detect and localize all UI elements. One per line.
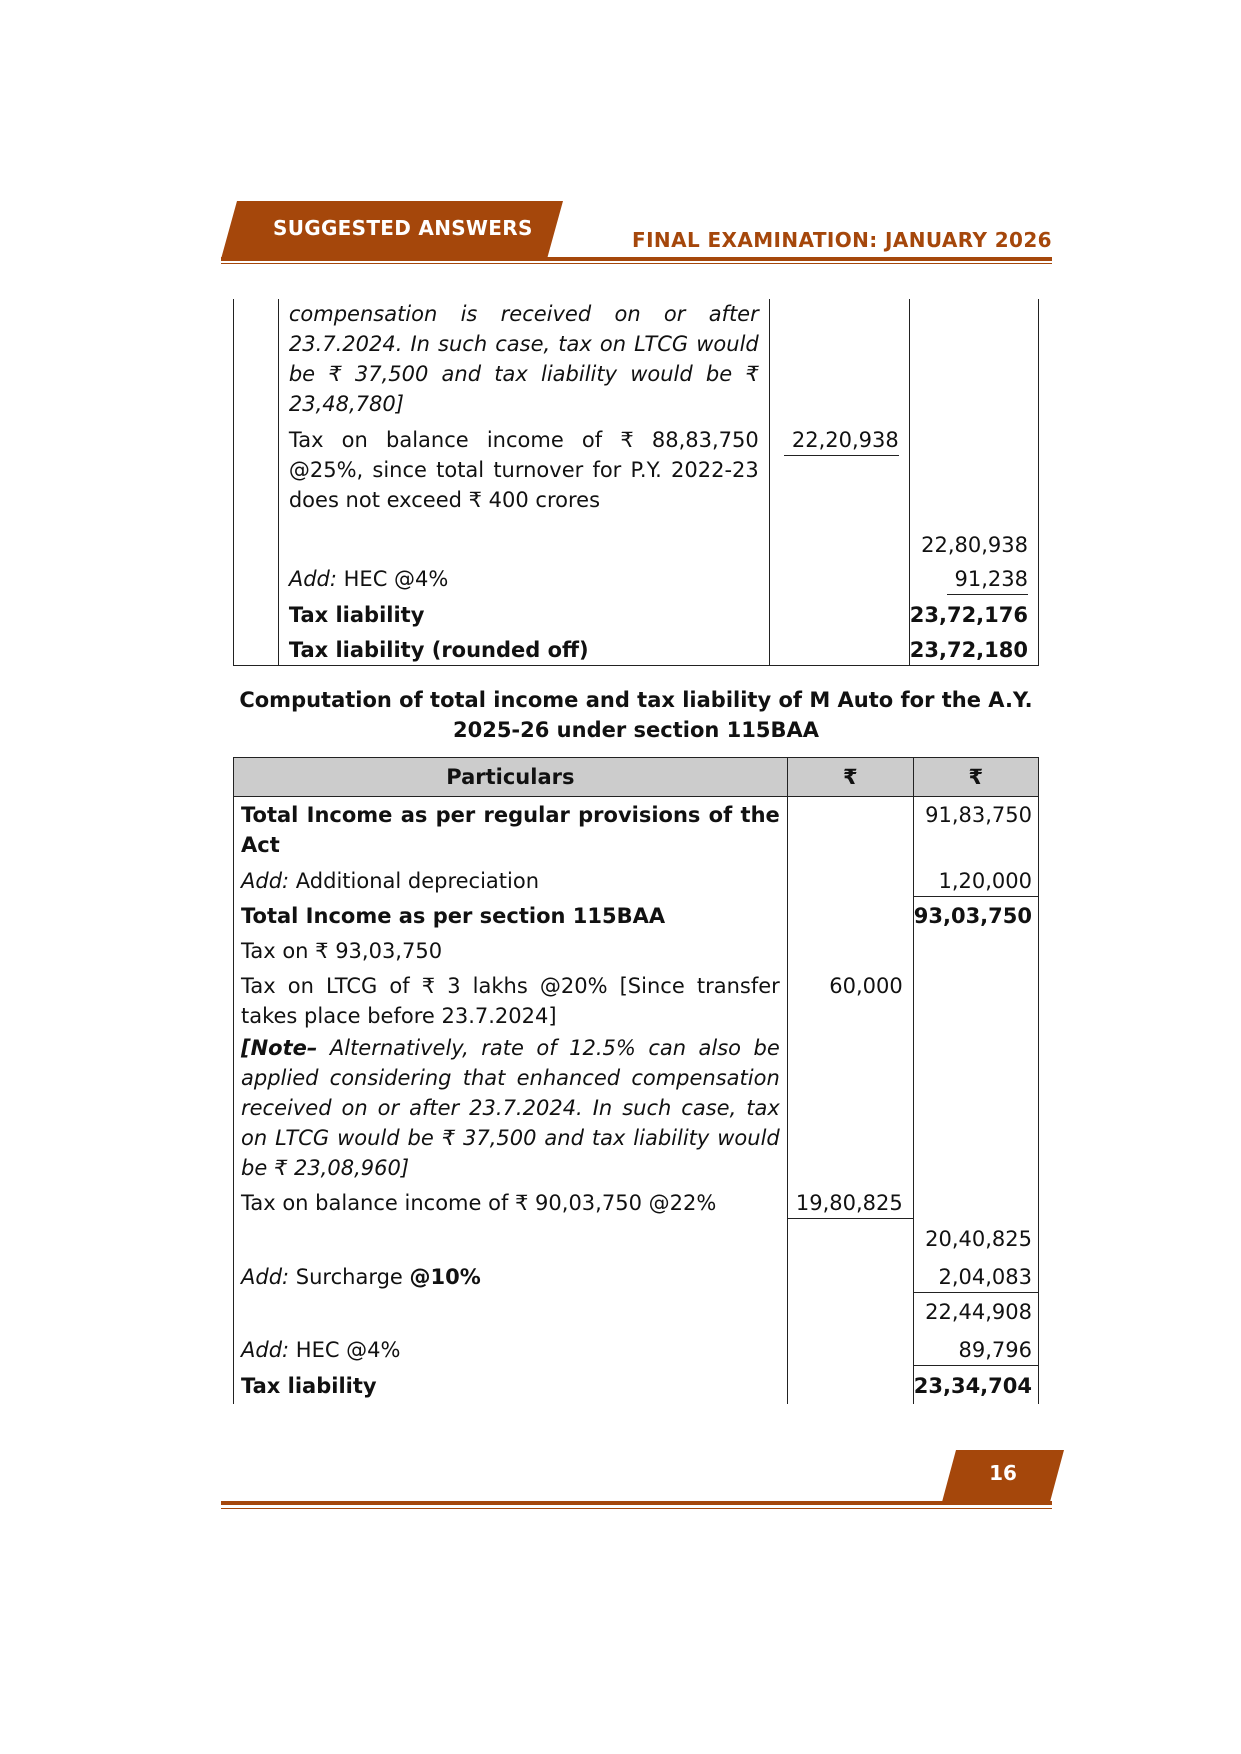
subtotal-value: 22,80,938 (909, 524, 1038, 560)
balance-income-22-value: 19,80,825 (787, 1183, 913, 1219)
hec-value-2: 89,796 (913, 1331, 1038, 1366)
hec-prefix: Add: (288, 567, 337, 591)
table-row (234, 966, 1039, 1031)
page-number: 16 (989, 1461, 1017, 1485)
table-caption (233, 685, 1039, 745)
tax-rounded-value: 23,72,180 (909, 630, 1038, 666)
note-label: [Note– (241, 1036, 318, 1060)
tax-liability-value: 23,72,176 (909, 595, 1038, 630)
tax-rounded-label: Tax liability (rounded off) (278, 630, 769, 666)
table-row (234, 797, 1039, 861)
hec-label-2: HEC @4% (289, 1338, 401, 1362)
ltcg-note-text: compensation is received on or after 23.7.2024. In such case, tax on LTCG would be ₹ 37,500 and tax liability would be ₹ 23,48,780] (278, 299, 769, 425)
footer-rule-thin (221, 1508, 1052, 1509)
income-115baa-label: Total Income as per section 115BAA (234, 897, 788, 932)
subtotal-value-2: 20,40,825 (913, 1219, 1038, 1258)
col-header-rupee-2: ₹ (913, 758, 1038, 797)
ltcg-tax-label: Tax on LTCG of ₹ 3 lakhs @20% [Since transfer takes place before 23.7.2024] (234, 966, 788, 1031)
hec-prefix-2: Add: (241, 1338, 290, 1362)
surcharge-value: 2,04,083 (913, 1258, 1038, 1293)
additional-depreciation-label: Additional depreciation (289, 869, 540, 893)
regular-income-label: Total Income as per regular provisions of the Act (234, 797, 788, 861)
income-115baa-value: 93,03,750 (913, 897, 1038, 932)
tax-liability-label-2: Tax liability (234, 1366, 788, 1405)
table-row (234, 1258, 1039, 1293)
table-row (234, 1331, 1039, 1366)
ltcg-tax-value: 60,000 (787, 966, 913, 1031)
balance-income-22-label: Tax on balance income of ₹ 90,03,750 @22% (234, 1183, 788, 1219)
table-row (234, 1219, 1039, 1258)
surcharge-prefix: Add: (241, 1264, 290, 1289)
header-rule-thin (221, 263, 1052, 264)
header-tab-label: SUGGESTED ANSWERS (273, 216, 533, 240)
table-row (234, 1292, 1039, 1331)
table-row (234, 1366, 1039, 1405)
footer-rule (221, 1501, 1052, 1505)
table-row (234, 299, 1039, 425)
caption-line-1: Computation of total income and tax liability of M Auto for the A.Y. (239, 688, 1033, 712)
table-row (234, 1031, 1039, 1183)
table-row (234, 560, 1039, 595)
surcharge-label: Surcharge (289, 1264, 410, 1289)
alternative-note (234, 1031, 788, 1183)
table-row (234, 630, 1039, 666)
regular-tax-table-continued (233, 299, 1039, 666)
table-row (234, 425, 1039, 524)
tax-liability-label: Tax liability (278, 595, 769, 630)
balance-income-tax: 22,20,938 (784, 425, 899, 456)
regular-income-value: 91,83,750 (913, 797, 1038, 861)
note-text: Alternatively, rate of 12.5% can also be applied considering that enhanced compensation received on or after 23.7.2024. In such case, tax on LTCG would be ₹ 37,500 and tax liability would be ₹ 23,08,960] (241, 1036, 780, 1180)
surcharge-rate: @10% (409, 1264, 481, 1289)
section-115baa-table (233, 757, 1039, 1404)
caption-line-2: 2025-26 under section 115BAA (452, 718, 819, 742)
hec-label: HEC @4% (336, 567, 449, 591)
table-row (234, 595, 1039, 630)
table-row (234, 1183, 1039, 1219)
table-row (234, 931, 1039, 966)
header-rule (221, 257, 1052, 261)
add-prefix: Add: (241, 869, 290, 893)
subtotal-value-3: 22,44,908 (913, 1292, 1038, 1331)
balance-income-label: Tax on balance income of ₹ 88,83,750 @25%, since total turnover for P.Y. 2022-23 does not exceed ₹ 400 crores (278, 425, 769, 524)
table-row (234, 524, 1039, 560)
col-header-particulars: Particulars (234, 758, 788, 797)
table-header-row (234, 758, 1039, 797)
col-header-rupee-1: ₹ (787, 758, 913, 797)
tax-liability-value-2: 23,34,704 (913, 1366, 1038, 1405)
table-row (234, 860, 1039, 897)
table-row (234, 897, 1039, 932)
exam-title: FINAL EXAMINATION: JANUARY 2026 (632, 228, 1052, 252)
hec-value: 91,238 (947, 564, 1028, 595)
tax-on-income-label: Tax on ₹ 93,03,750 (234, 931, 788, 966)
additional-depreciation-value: 1,20,000 (913, 860, 1038, 897)
